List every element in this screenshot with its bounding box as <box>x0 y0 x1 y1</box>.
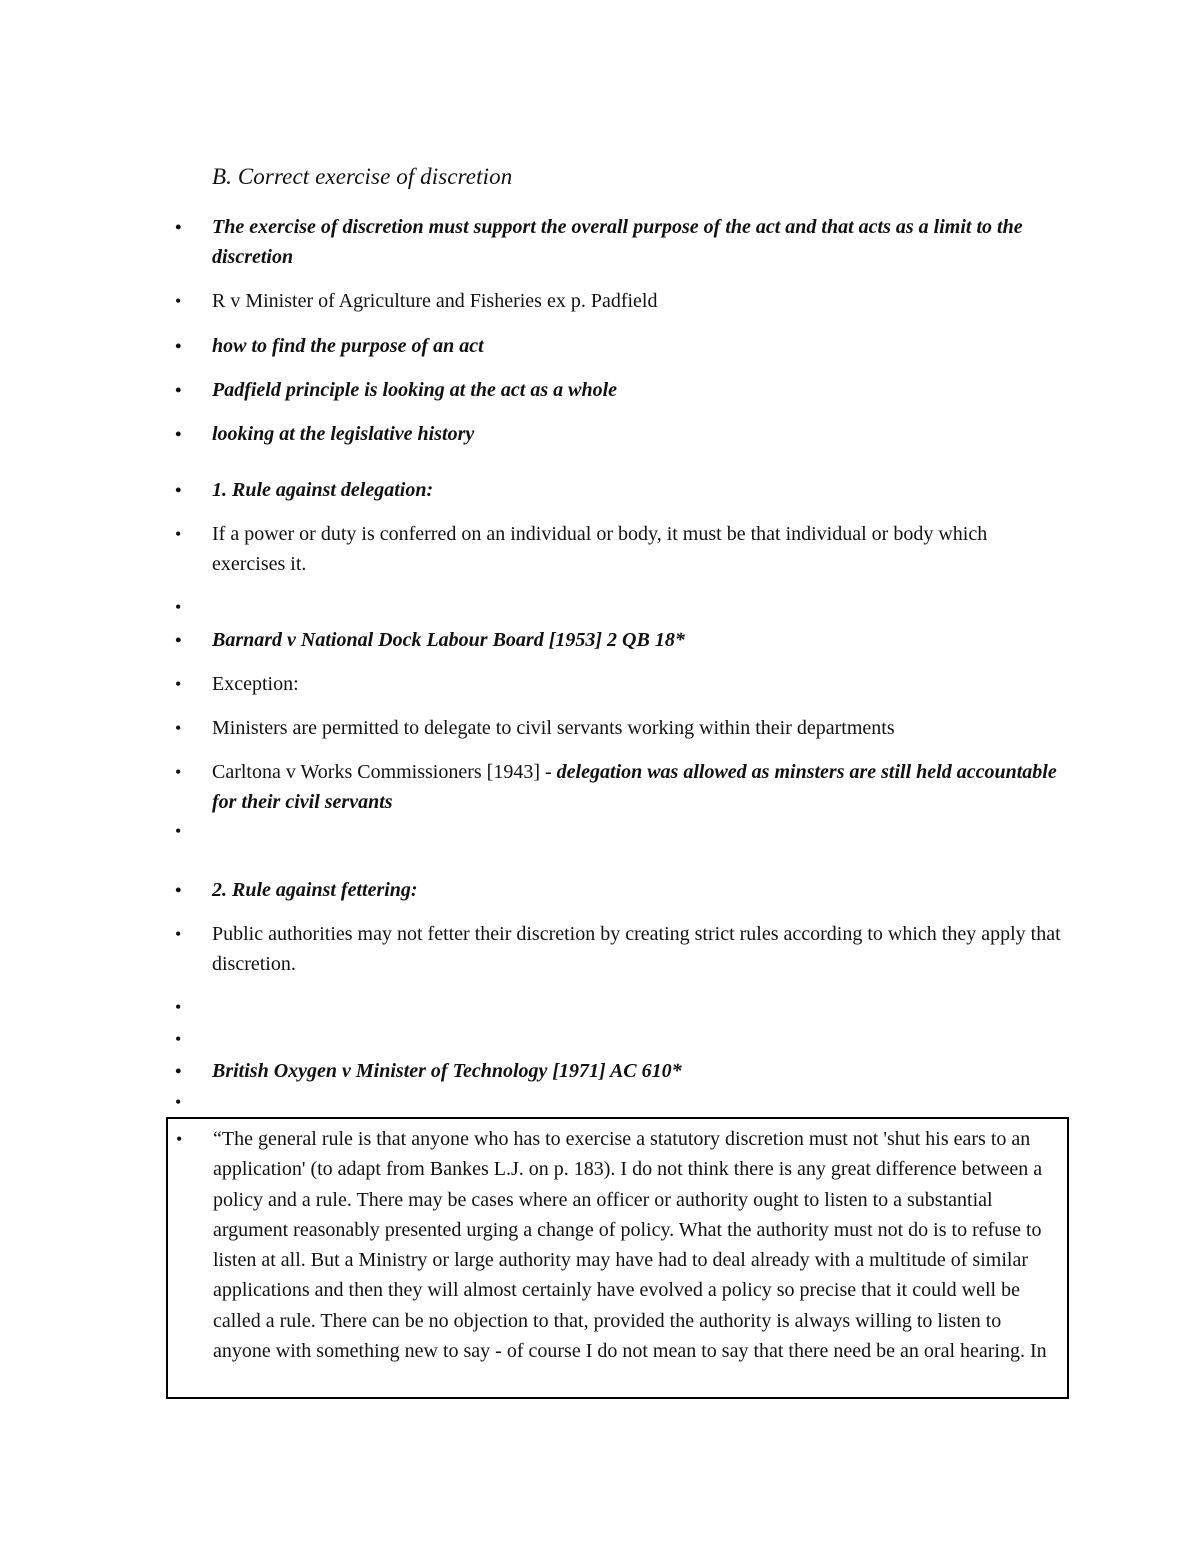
section-heading: B. Correct exercise of discretion <box>212 164 513 189</box>
bullet: • <box>176 1129 183 1149</box>
list-item-text: 2. Rule against fettering: <box>212 879 418 901</box>
bullet: • <box>175 762 182 782</box>
list-item <box>175 286 1062 316</box>
list-item <box>175 519 1062 579</box>
bullet: • <box>175 480 182 500</box>
bullet: • <box>175 997 182 1017</box>
list-item <box>175 419 1062 449</box>
list-item <box>175 625 1062 655</box>
bullet: • <box>175 1092 182 1112</box>
bullet: • <box>175 821 182 841</box>
list-item-emphasis: delegation was allowed as minsters are still held accountable for their civil servants <box>212 761 1057 813</box>
list-item-text: Exception: <box>212 673 299 695</box>
list-item-text: Public authorities may not fetter their discretion by creating strict rules according to which they apply that discretion. <box>212 923 1061 975</box>
bullet: • <box>175 1029 182 1049</box>
list-item-text: If a power or duty is conferred on an individual or body, it must be that individual or body which exercises it. <box>212 523 988 575</box>
list-item-text: looking at the legislative history <box>212 423 475 445</box>
bullet: • <box>175 291 182 311</box>
bullet: • <box>175 1061 182 1081</box>
list-item-text: British Oxygen v Minister of Technology [1971] AC 610* <box>212 1060 682 1082</box>
list-item-text: Barnard v National Dock Labour Board [1953] 2 QB 18* <box>212 629 685 651</box>
list-item <box>175 757 1062 817</box>
bullet: • <box>175 524 182 544</box>
bullet: • <box>175 380 182 400</box>
list-item-text: Carltona v Works Commissioners [1943] - <box>212 761 557 783</box>
list-item <box>175 875 1062 905</box>
bullet: • <box>175 718 182 738</box>
quote-text: “The general rule is that anyone who has to exercise a statutory discretion must not 'shut his ears to an application' (to adapt from Bankes L.J. on p. 183). I do not think there is any great difference between a policy and a rule. There may be cases where an officer or authority ought to listen to a substantial argument reasonably presented urging a change of policy. What the authority must not do is to refuse to listen at all. But a Ministry or large authority may have had to deal already with a multitude of similar applications and then they will almost certainly have evolved a policy so precise that it could well be called a rule. There can be no objection to that, provided the authority is always willing to listen to anyone with something new to say - of course I do not mean to say that there need be an oral hearing. In <box>213 1128 1047 1363</box>
list-item <box>175 375 1062 405</box>
list-item-text: Padfield principle is looking at the act as a whole <box>212 379 617 401</box>
list-item <box>175 919 1062 979</box>
bullet: • <box>175 424 182 444</box>
list-item <box>175 1056 1062 1086</box>
bullet: • <box>175 597 182 617</box>
bullet: • <box>175 880 182 900</box>
list-item <box>175 475 1062 505</box>
list-item-text: how to find the purpose of an act <box>212 335 484 357</box>
list-item <box>175 713 1062 743</box>
list-item-text: 1. Rule against delegation: <box>212 479 434 501</box>
quote-box <box>166 1117 1069 1399</box>
bullet: • <box>175 630 182 650</box>
list-item-text: Ministers are permitted to delegate to civil servants working within their departments <box>212 717 895 739</box>
list-item <box>175 331 1062 361</box>
list-item-text: The exercise of discretion must support the overall purpose of the act and that acts as a limit to the discretion <box>212 216 1023 268</box>
list-item <box>175 212 1062 272</box>
bullet: • <box>175 336 182 356</box>
list-item-text: R v Minister of Agriculture and Fisheries ex p. Padfield <box>212 290 658 312</box>
list-item <box>175 669 1062 699</box>
bullet: • <box>175 217 182 237</box>
bullet: • <box>175 924 182 944</box>
bullet: • <box>175 674 182 694</box>
